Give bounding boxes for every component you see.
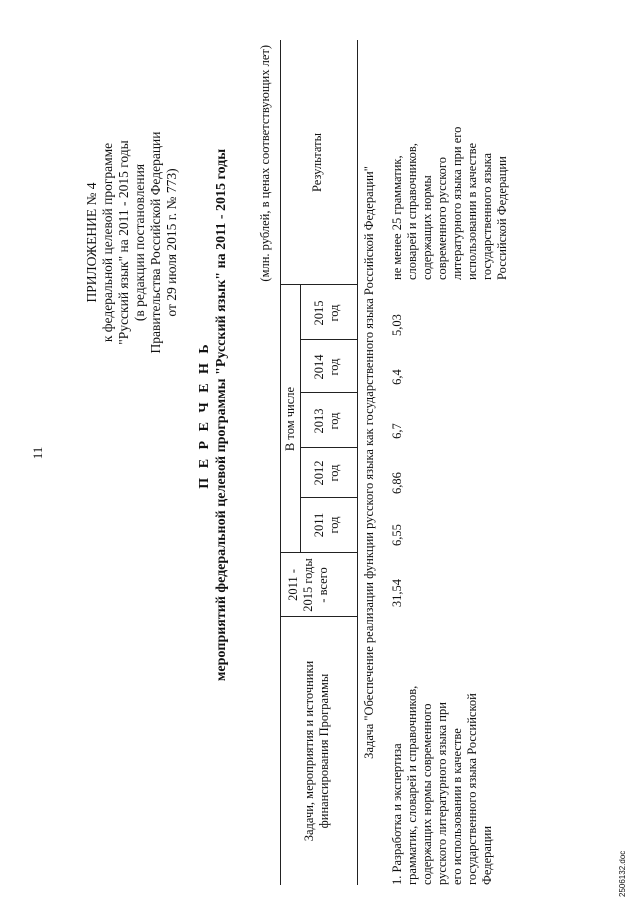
row-value-2014: 6,4 (390, 369, 404, 385)
header-year-2011: 2011 год (312, 512, 341, 538)
document-code: 2506132.doc (618, 850, 627, 897)
table-top-rule (280, 40, 281, 885)
appendix-line: (в редакции постановления (132, 163, 147, 322)
task-heading: Задача "Обеспечение реализации функции русского языка как государственного языка Российской Федерации" (362, 166, 376, 759)
document-title (196, 45, 230, 785)
row-name: 1. Разработка и экспертиза грамматик, словарей и справочников, содержащих нормы современного русского литературного языка при его использовании в качестве государственного языка Российской Федерации (390, 685, 494, 885)
header-group: В том числе (283, 386, 297, 452)
group-rule (300, 285, 301, 553)
header-total: 2011 - 2015 годы - всего (286, 558, 330, 612)
header-year-2015: 2015 год (312, 300, 341, 326)
header-year-2012: 2012 год (312, 460, 341, 486)
title-main: П Е Р Е Ч Е Н Ь (197, 341, 212, 489)
appendix-line: к федеральной целевой программе (100, 142, 115, 343)
appendix-line: от 29 июля 2015 г. № 773) (164, 168, 179, 317)
page-number: 11 (30, 446, 45, 460)
row-value-2015: 5,03 (390, 314, 404, 336)
appendix-line: Правительства Российской Федерации (148, 131, 163, 354)
appendix-line: "Русский язык" на 2011 - 2015 годы (116, 140, 131, 345)
header-results: Результаты (310, 132, 324, 193)
row-value-2013: 6,7 (390, 423, 404, 439)
col-divider (300, 339, 358, 340)
col-divider (300, 447, 358, 448)
title-subtitle: мероприятий федеральной целевой программы "Русский язык" на 2011 - 2015 годы (214, 148, 229, 682)
col-divider (300, 497, 358, 498)
table-header (280, 40, 358, 885)
header-year-2014: 2014 год (312, 354, 341, 380)
row-value-2011: 6,55 (390, 524, 404, 546)
appendix-block (84, 75, 180, 410)
table-bottom-rule (357, 40, 358, 885)
appendix-line: ПРИЛОЖЕНИЕ № 4 (84, 182, 99, 303)
row-total: 31,54 (390, 578, 404, 608)
units-note: (млн. рублей, в ценах соответствующих лет) (258, 45, 272, 282)
header-year-2013: 2013 год (312, 408, 341, 434)
header-tasks: Задачи, мероприятия и источники финансирования Программы (302, 660, 331, 842)
col-divider (300, 392, 358, 393)
col-divider (280, 616, 358, 617)
row-value-2012: 6,86 (390, 472, 404, 494)
row-result: не менее 25 грамматик, словарей и справочников, содержащих нормы современного русского литературного языка при его использовании в качестве государственного языка Российской Федерации (390, 126, 509, 280)
